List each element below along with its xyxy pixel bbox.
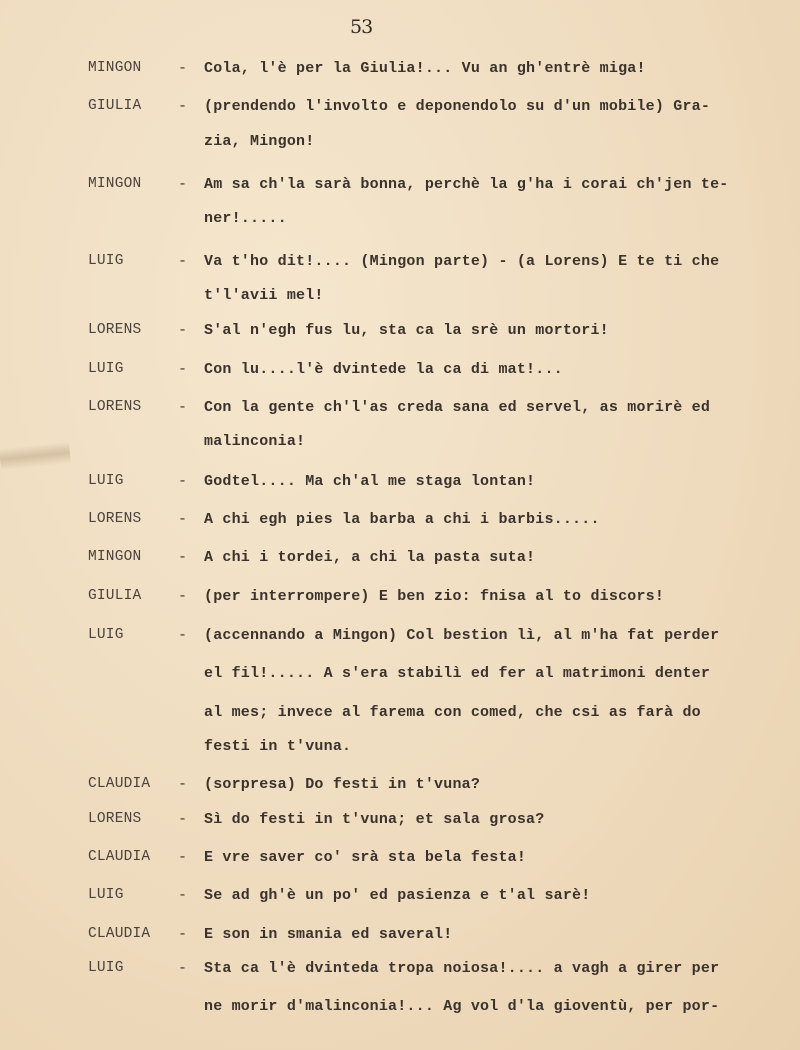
speaker-name: LUIG xyxy=(88,361,124,377)
speaker-name: LUIG xyxy=(88,887,124,903)
speaker-name: MINGON xyxy=(88,60,142,76)
speaker-dash: - xyxy=(178,473,188,490)
speaker-name: MINGON xyxy=(88,549,142,565)
dialogue-text: Am sa ch'la sarà bonna, perchè la g'ha i corai ch'jen te- xyxy=(204,176,729,193)
dialogue-text: Con lu....l'è dvintede la ca di mat!... xyxy=(204,361,563,378)
dialogue-text: A chi egh pies la barba a chi i barbis..... xyxy=(204,511,600,528)
dialogue-text: (sorpresa) Do festi in t'vuna? xyxy=(204,776,481,793)
speaker-dash: - xyxy=(178,253,188,270)
speaker-name: GIULIA xyxy=(88,588,142,604)
speaker-dash: - xyxy=(178,887,188,904)
dialogue-text: ner!..... xyxy=(204,210,287,227)
dialogue-text: Va t'ho dit!.... (Mingon parte) - (a Lorens) E te ti che xyxy=(204,253,720,270)
speaker-name: LUIG xyxy=(88,627,124,643)
dialogue-text: Cola, l'è per la Giulia!... Vu an gh'entrè miga! xyxy=(204,60,646,77)
speaker-name: MINGON xyxy=(88,176,142,192)
dialogue-text: S'al n'egh fus lu, sta ca la srè un mortori! xyxy=(204,322,609,339)
speaker-dash: - xyxy=(178,776,188,793)
speaker-name: CLAUDIA xyxy=(88,926,151,942)
dialogue-text: zia, Mingon! xyxy=(204,133,315,150)
speaker-name: LUIG xyxy=(88,473,124,489)
dialogue-text: E vre saver co' srà sta bela festa! xyxy=(204,849,527,866)
dialogue-text: el fil!..... A s'era stabilì ed fer al matrimoni denter xyxy=(204,665,711,682)
dialogue-text: A chi i tordei, a chi la pasta suta! xyxy=(204,549,536,566)
dialogue-text: t'l'avii mel! xyxy=(204,287,324,304)
speaker-name: LORENS xyxy=(88,399,142,415)
speaker-name: LUIG xyxy=(88,960,124,976)
page-number: 53 xyxy=(350,16,373,38)
dialogue-text: E son in smania ed saveral! xyxy=(204,926,453,943)
speaker-dash: - xyxy=(178,176,188,193)
dialogue-text: malinconia! xyxy=(204,433,306,450)
speaker-dash: - xyxy=(178,361,188,378)
speaker-dash: - xyxy=(178,588,188,605)
speaker-name: GIULIA xyxy=(88,98,142,114)
dialogue-text: Sì do festi in t'vuna; et sala grosa? xyxy=(204,811,545,828)
speaker-dash: - xyxy=(178,60,188,77)
dialogue-text: (prendendo l'involto e deponendolo su d'un mobile) Gra- xyxy=(204,98,711,115)
speaker-dash: - xyxy=(178,849,188,866)
speaker-dash: - xyxy=(178,627,188,644)
dialogue-text: Con la gente ch'l'as creda sana ed servel, as morirè ed xyxy=(204,399,711,416)
speaker-name: LUIG xyxy=(88,253,124,269)
speaker-dash: - xyxy=(178,511,188,528)
dialogue-text: Se ad gh'è un po' ed pasienza e t'al sarè! xyxy=(204,887,591,904)
speaker-dash: - xyxy=(178,960,188,977)
paper-fold xyxy=(0,441,71,470)
speaker-name: LORENS xyxy=(88,322,142,338)
speaker-dash: - xyxy=(178,926,188,943)
speaker-name: LORENS xyxy=(88,511,142,527)
speaker-name: LORENS xyxy=(88,811,142,827)
speaker-name: CLAUDIA xyxy=(88,849,151,865)
speaker-dash: - xyxy=(178,322,188,339)
speaker-name: CLAUDIA xyxy=(88,776,151,792)
dialogue-text: ne morir d'malinconia!... Ag vol d'la gioventù, per por- xyxy=(204,998,720,1015)
dialogue-text: festi in t'vuna. xyxy=(204,738,352,755)
speaker-dash: - xyxy=(178,399,188,416)
dialogue-text: (accennando a Mingon) Col bestion lì, al m'ha fat perder xyxy=(204,627,720,644)
dialogue-text: Godtel.... Ma ch'al me staga lontan! xyxy=(204,473,536,490)
dialogue-text: Sta ca l'è dvinteda tropa noiosa!.... a vagh a girer per xyxy=(204,960,720,977)
speaker-dash: - xyxy=(178,98,188,115)
dialogue-text: (per interrompere) E ben zio: fnisa al to discors! xyxy=(204,588,665,605)
speaker-dash: - xyxy=(178,549,188,566)
speaker-dash: - xyxy=(178,811,188,828)
dialogue-text: al mes; invece al farema con comed, che csi as farà do xyxy=(204,704,701,721)
